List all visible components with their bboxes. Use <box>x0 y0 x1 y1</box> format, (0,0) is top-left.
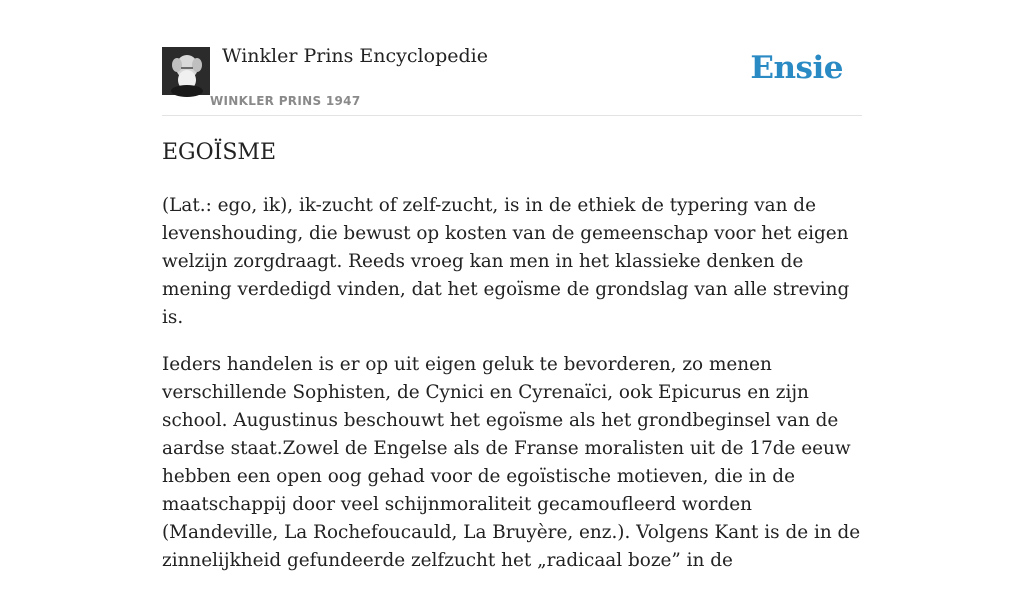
header <box>162 0 862 116</box>
edition-label[interactable]: WINKLER PRINS 1947 <box>210 94 361 108</box>
brand-logo[interactable]: Ensie <box>750 50 843 86</box>
author-avatar[interactable] <box>162 47 210 95</box>
site-title[interactable]: Winkler Prins Encyclopedie <box>222 45 488 67</box>
page <box>162 0 862 571</box>
article-paragraph: Ieders handelen is er op uit eigen geluk te bevorderen, zo menen verschillende Sophisten, de Cynici en Cyrenaïci, ook Epicurus en zijn school. Augustinus beschouwt het egoïsme als het grondbeginsel van de aardse staat.Zowel de Engelse als de Franse moralisten uit de 17de eeuw hebben een open oog gehad voor de egoïstische motieven, die in de maatschappij door veel schijnmoraliteit gecamoufleerd worden (Mandeville, La Rochefoucauld, La Bruyère, enz.). Volgens Kant is de in de zinnelijkheid gefundeerde zelfzucht het „radicaal boze” in de <box>162 354 861 571</box>
portrait-avatar-icon <box>162 47 210 95</box>
article-title: EGOÏSME <box>162 140 277 165</box>
article-paragraph: (Lat.: ego, ik), ik-zucht of zelf-zucht, is in de ethiek de typering van de levenshouding, die bewust op kosten van de gemeenschap voor het eigen welzijn zorgdraagt. Reeds vroeg kan men in het klassieke denken de mening verdedigd vinden, dat het egoïsme de grondslag van alle streving is. <box>162 195 850 328</box>
article-body <box>162 192 862 594</box>
